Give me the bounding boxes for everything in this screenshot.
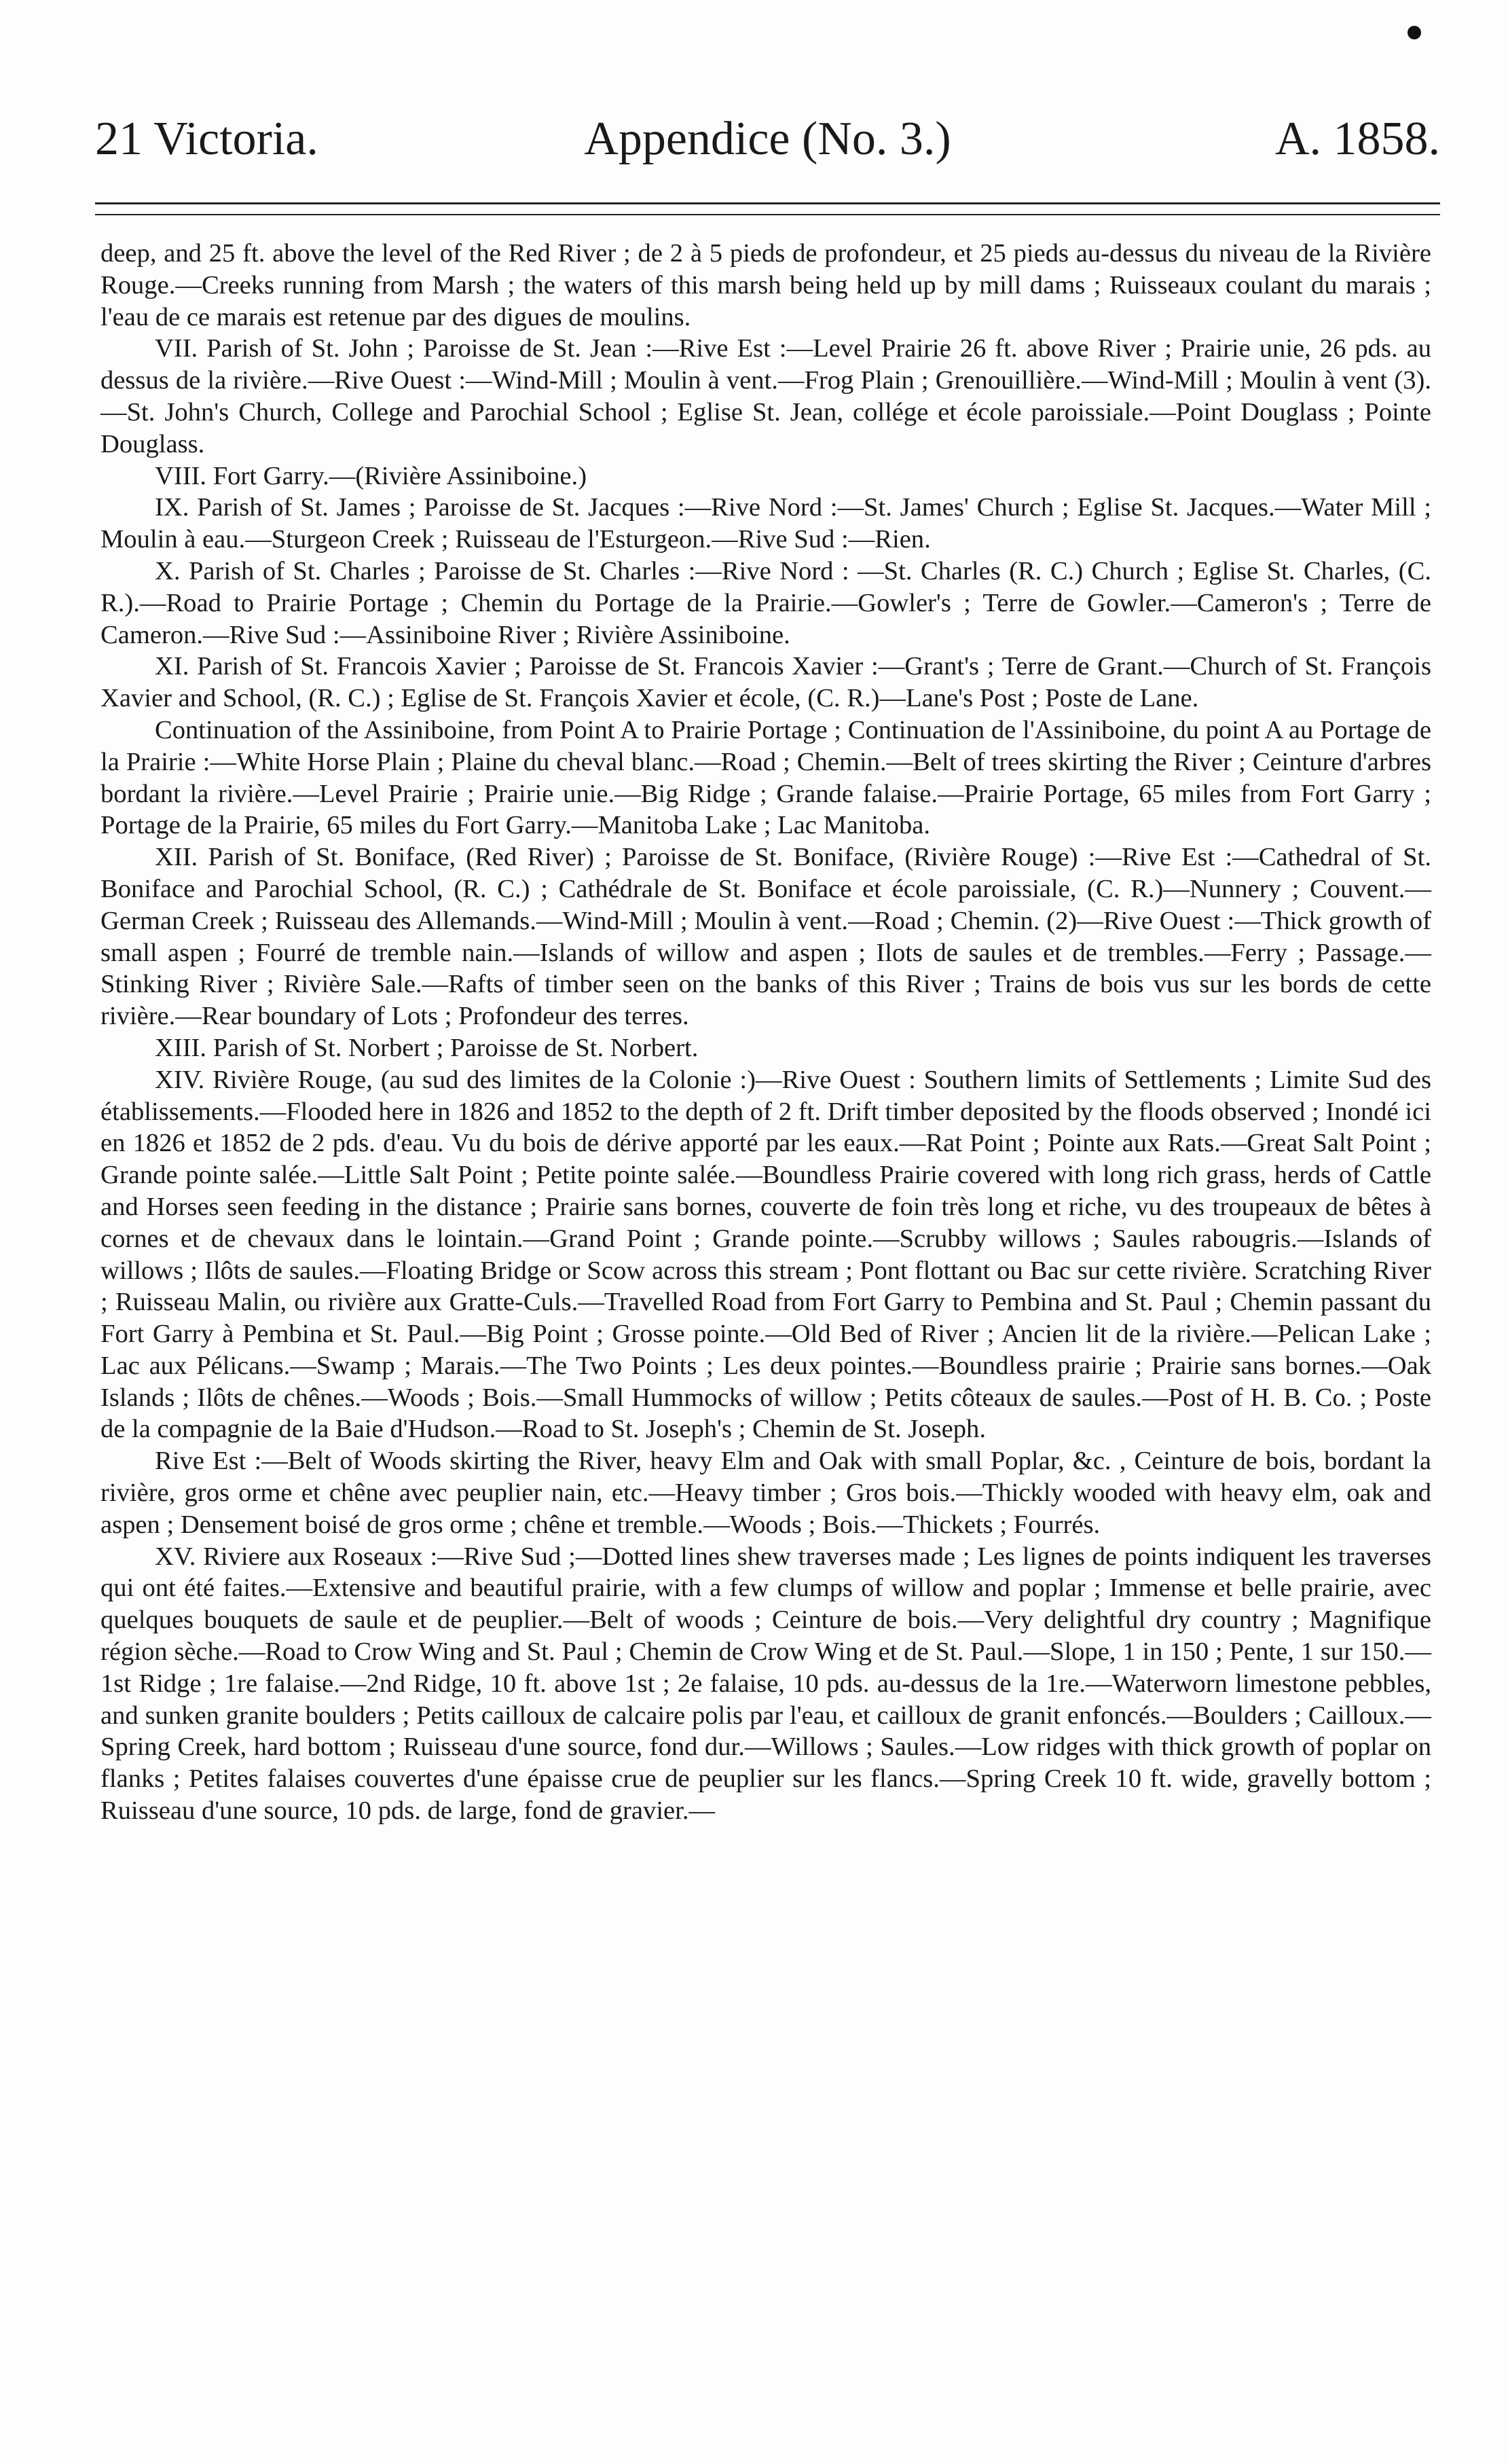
header-right: A. 1858. xyxy=(1274,113,1440,165)
paragraph-parish-st-francois-xavier: XI. Parish of St. Francois Xavier ; Paroisse de St. Francois Xavier :—Grant's ; Terre de Grant.—Church of St. François Xavier and School, (R. C.) ; Eglise de St. François Xavier et école, (C. R.)—Lane's Post ; Poste de Lane. xyxy=(100,652,1431,713)
paragraph-riviere-rouge: XIV. Rivière Rouge, (au sud des limites de la Colonie :)—Rive Ouest : Southern limits of Settlements ; Limite Sud des établissements.—Flooded here in 1826 and 1852 to the depth of 2 ft. Drift timber deposited by the floods observed ; Inondé ici en 1826 et 1852 de 2 pds. d'eau. Vu du bois de dérive apporté par les eaux.—Rat Point ; Pointe aux Rats.—Great Salt Point ; Grande pointe salée.—Little Salt Point ; Petite pointe salée.—Boundless Prairie covered with long rich grass, herds of Cattle and Horses seen feeding in the distance ; Prairie sans bornes, couverte de foin très long et riche, vu des troupeaux de bêtes à cornes et de chevaux dans le lointain.—Grand Point ; Grande pointe.—Scrubby willows ; Saules rabougris.—Islands of willows ; Ilôts de saules.—Floating Bridge or Scow across this stream ; Pont flottant ou Bac sur cette rivière. Scratching River ; Ruisseau Malin, ou rivière aux Gratte-Culs.—Travelled Road from Fort Garry to Pembina and St. Paul ; Chemin passant du Fort Garry à Pembina et St. Paul.—Big Point ; Grosse pointe.—Old Bed of River ; Ancien lit de la rivière.—Pelican Lake ; Lac aux Pélicans.—Swamp ; Marais.—The Two Points ; Les deux pointes.—Boundless prairie ; Prairie sans bornes.—Oak Islands ; Ilôts de chênes.—Woods ; Bois.—Small Hummocks of willow ; Petits côteaux de saules.—Post of H. B. Co. ; Poste de la compagnie de la Baie d'Hudson.—Road to St. Joseph's ; Chemin de St. Joseph. xyxy=(100,1065,1431,1444)
paragraph-parish-st-boniface: XII. Parish of St. Boniface, (Red River) ; Paroisse de St. Boniface, (Rivière Rouge) :—Rive Est :—Cathedral of St. Boniface and Parochial School, (R. C.) ; Cathédrale de St. Boniface et école paroissiale, (C. R.)—Nunnery ; Couvent.—German Creek ; Ruisseau des Allemands.—Wind-Mill ; Moulin à vent.—Road ; Chemin. (2)—Rive Ouest :—Thick growth of small aspen ; Fourré de tremble nain.—Islands of willow and aspen ; Ilots de saules et de trembles.—Ferry ; Passage.—Stinking River ; Rivière Sale.—Rafts of timber seen on the banks of this River ; Trains de bois vus sur les bords de cette rivière.—Rear boundary of Lots ; Profondeur des terres. xyxy=(100,843,1431,1031)
ink-dot xyxy=(1408,26,1421,39)
paragraph-continuation: deep, and 25 ft. above the level of the Red River ; de 2 à 5 pieds de profondeur, et 25 pieds au-dessus du niveau de la Rivière Rouge.—Creeks running from Marsh ; the waters of this marsh being held up by mill dams ; Ruisseaux coulant du marais ; l'eau de ce marais est retenue par des digues de moulins. xyxy=(100,239,1431,331)
paragraph-fort-garry: VIII. Fort Garry.—(Rivière Assiniboine.) xyxy=(155,461,587,490)
page-header xyxy=(95,109,1440,183)
header-center: Appendice (No. 3.) xyxy=(584,113,951,165)
header-left: 21 Victoria. xyxy=(95,113,318,165)
paragraph-parish-st-james: IX. Parish of St. James ; Paroisse de St. Jacques :—Rive Nord :—St. James' Church ; Eglise St. Jacques.—Water Mill ; Moulin à eau.—Sturgeon Creek ; Ruisseau de l'Esturgeon.—Rive Sud :—Rien. xyxy=(100,493,1431,554)
paragraph-rive-est: Rive Est :—Belt of Woods skirting the River, heavy Elm and Oak with small Poplar, &c. , Ceinture de bois, bordant la rivière, gros orme et chêne avec peuplier nain, etc.—Heavy timber ; Gros bois.—Thickly wooded with heavy elm, oak and aspen ; Densement boisé de gros orme ; chêne et tremble.—Woods ; Bois.—Thickets ; Fourrés. xyxy=(100,1447,1431,1539)
document-body xyxy=(100,238,1431,1827)
header-double-rule xyxy=(95,202,1440,215)
paragraph-parish-st-john: VII. Parish of St. John ; Paroisse de St. Jean :—Rive Est :—Level Prairie 26 ft. above River ; Prairie unie, 26 pds. au dessus de la rivière.—Rive Ouest :—Wind-Mill ; Moulin à vent.—Frog Plain ; Grenouillière.—Wind-Mill ; Moulin à vent (3).—St. John's Church, College and Parochial School ; Eglise St. Jean, collége et école paroissiale.—Point Douglass ; Pointe Douglass. xyxy=(100,334,1431,458)
paragraph-riviere-aux-roseaux: XV. Riviere aux Roseaux :—Rive Sud ;—Dotted lines shew traverses made ; Les lignes de points indiquent les traverses qui ont été faites.—Extensive and beautiful prairie, with a few clumps of willow and poplar ; Immense et belle prairie, avec quelques bouquets de saule et de peuplier.—Belt of woods ; Ceinture de bois.—Very delightful dry country ; Magnifique région sèche.—Road to Crow Wing and St. Paul ; Chemin de Crow Wing et de St. Paul.—Slope, 1 in 150 ; Pente, 1 sur 150.—1st Ridge ; 1re falaise.—2nd Ridge, 10 ft. above 1st ; 2e falaise, 10 pds. au-dessus de la 1re.—Waterworn limestone pebbles, and sunken granite boulders ; Petits cailloux de calcaire polis par l'eau, et cailloux de granit enfoncés.—Boulders ; Cailloux.—Spring Creek, hard bottom ; Ruisseau d'une source, fond dur.—Willows ; Saules.—Low ridges with thick growth of poplar on flanks ; Petites falaises couvertes d'une épaisse crue de peuplier sur les flancs.—Spring Creek 10 ft. wide, gravelly bottom ; Ruisseau d'une source, 10 pds. de large, fond de gravier.— xyxy=(100,1542,1431,1826)
paragraph-parish-st-charles: X. Parish of St. Charles ; Paroisse de St. Charles :—Rive Nord : —St. Charles (R. C.) Church ; Eglise St. Charles, (C. R.).—Road to Prairie Portage ; Chemin du Portage de la Prairie.—Gowler's ; Terre de Gowler.—Cameron's ; Terre de Cameron.—Rive Sud :—Assiniboine River ; Rivière Assiniboine. xyxy=(100,556,1431,649)
paragraph-parish-st-norbert: XIII. Parish of St. Norbert ; Paroisse de St. Norbert. xyxy=(155,1033,699,1062)
paragraph-assiniboine-continuation: Continuation of the Assiniboine, from Point A to Prairie Portage ; Continuation de l'Assiniboine, du point A au Portage de la Prairie :—White Horse Plain ; Plaine du cheval blanc.—Road ; Chemin.—Belt of trees skirting the River ; Ceinture d'arbres bordant la rivière.—Level Prairie ; Prairie unie.—Big Ridge ; Grande falaise.—Prairie Portage, 65 miles from Fort Garry ; Portage de la Prairie, 65 miles du Fort Garry.—Manitoba Lake ; Lac Manitoba. xyxy=(100,715,1431,840)
